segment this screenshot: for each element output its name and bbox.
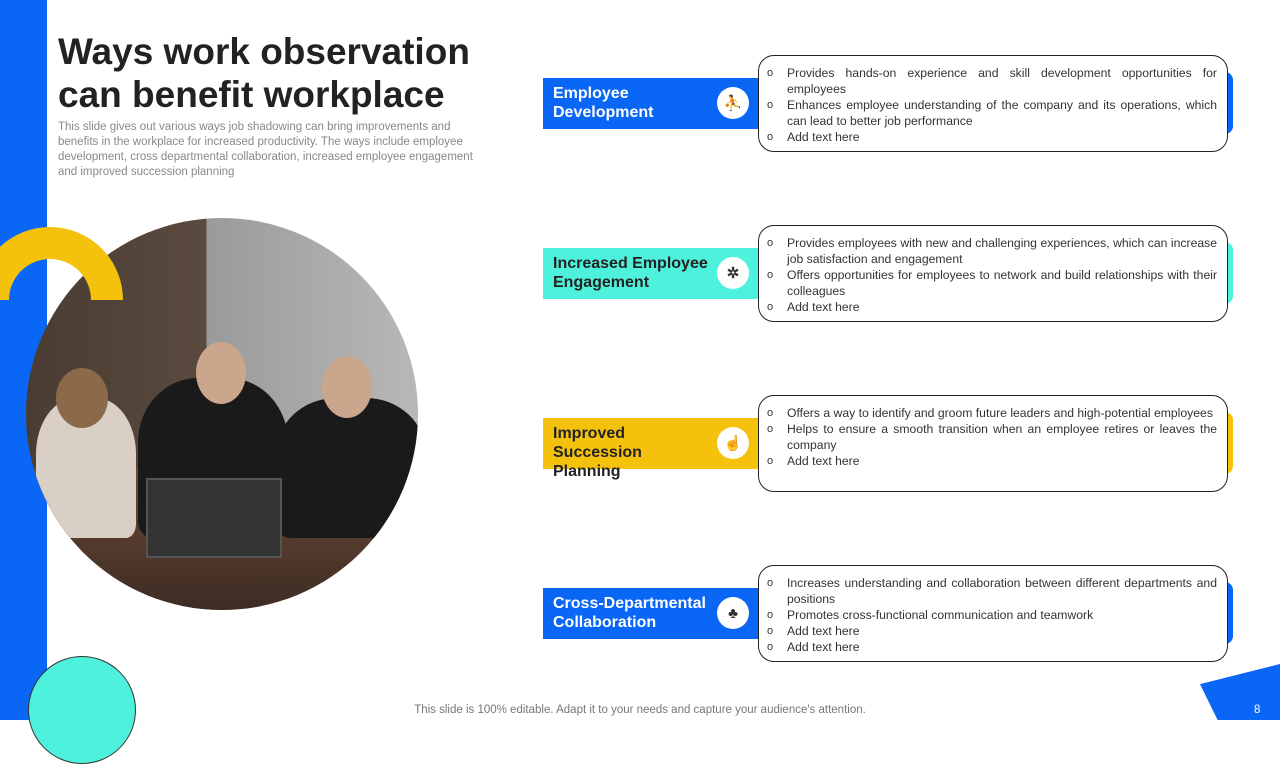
bullet-item: o Provides hands-on experience and skill development opportunities for employees	[767, 65, 1217, 97]
bullet-item: o Offers a way to identify and groom future leaders and high-potential employees	[767, 405, 1217, 421]
benefit-details-box	[758, 225, 1228, 322]
bullet-item: o Add text here	[767, 129, 1217, 145]
photo-laptop	[146, 478, 282, 558]
page-description: This slide gives out various ways job shadowing can bring improvements and benefits in the workplace for increased productivity. The ways include employee development, cross departmental collaboration, increased employee engagement and improved succession planning	[58, 121, 473, 178]
benefit-label-bar	[543, 78, 760, 129]
bullet-item: o Add text here	[767, 453, 1217, 469]
benefit-label-bar	[543, 418, 760, 480]
page-number: 8	[1254, 704, 1261, 716]
bullet-item: o Add text here	[767, 623, 1217, 639]
footer-note: This slide is 100% editable. Adapt it to your needs and capture your audience's attention.	[414, 704, 866, 716]
team-network-icon: ✲	[717, 257, 749, 289]
benefit-label: Increased Employee Engagement	[553, 255, 708, 291]
hand-person-icon: ☝	[717, 427, 749, 459]
benefit-details-box	[758, 565, 1228, 662]
photo-head	[322, 356, 372, 418]
bullet-item: o Promotes cross-functional communication and teamwork	[767, 607, 1217, 623]
benefit-label: Cross-Departmental Collaboration	[553, 595, 706, 631]
page-title: Ways work observation can benefit workplace	[58, 31, 470, 115]
benefit-label: Employee Development	[553, 85, 654, 121]
bullet-item: o Offers opportunities for employees to network and build relationships with their colleagues	[767, 267, 1217, 299]
benefit-row	[543, 395, 1233, 495]
bullet-item: o Helps to ensure a smooth transition when an employee retires or leaves the company	[767, 421, 1217, 453]
photo-person	[276, 398, 418, 538]
growth-chart-people-icon: ⛹	[717, 87, 749, 119]
benefit-details-box	[758, 55, 1228, 152]
bullet-item: o Increases understanding and collaboration between different departments and positions	[767, 575, 1217, 607]
bullet-item: o Add text here	[767, 639, 1217, 655]
bullet-item: o Enhances employee understanding of the company and its operations, which can lead to better job performance	[767, 97, 1217, 129]
benefit-row	[543, 55, 1233, 155]
photo-head	[196, 342, 246, 404]
benefit-label-bar	[543, 588, 760, 639]
photo-head	[56, 368, 108, 428]
benefit-row	[543, 225, 1233, 325]
bullet-item: o Provides employees with new and challenging experiences, which can increase job satisfaction and engagement	[767, 235, 1217, 267]
benefit-row	[543, 565, 1233, 665]
benefit-label-bar	[543, 248, 760, 299]
bullet-item: o Add text here	[767, 299, 1217, 315]
team-collaboration-icon: ♣	[717, 597, 749, 629]
benefit-details-box	[758, 395, 1228, 492]
benefit-label: Improved Succession Planning	[553, 425, 642, 480]
